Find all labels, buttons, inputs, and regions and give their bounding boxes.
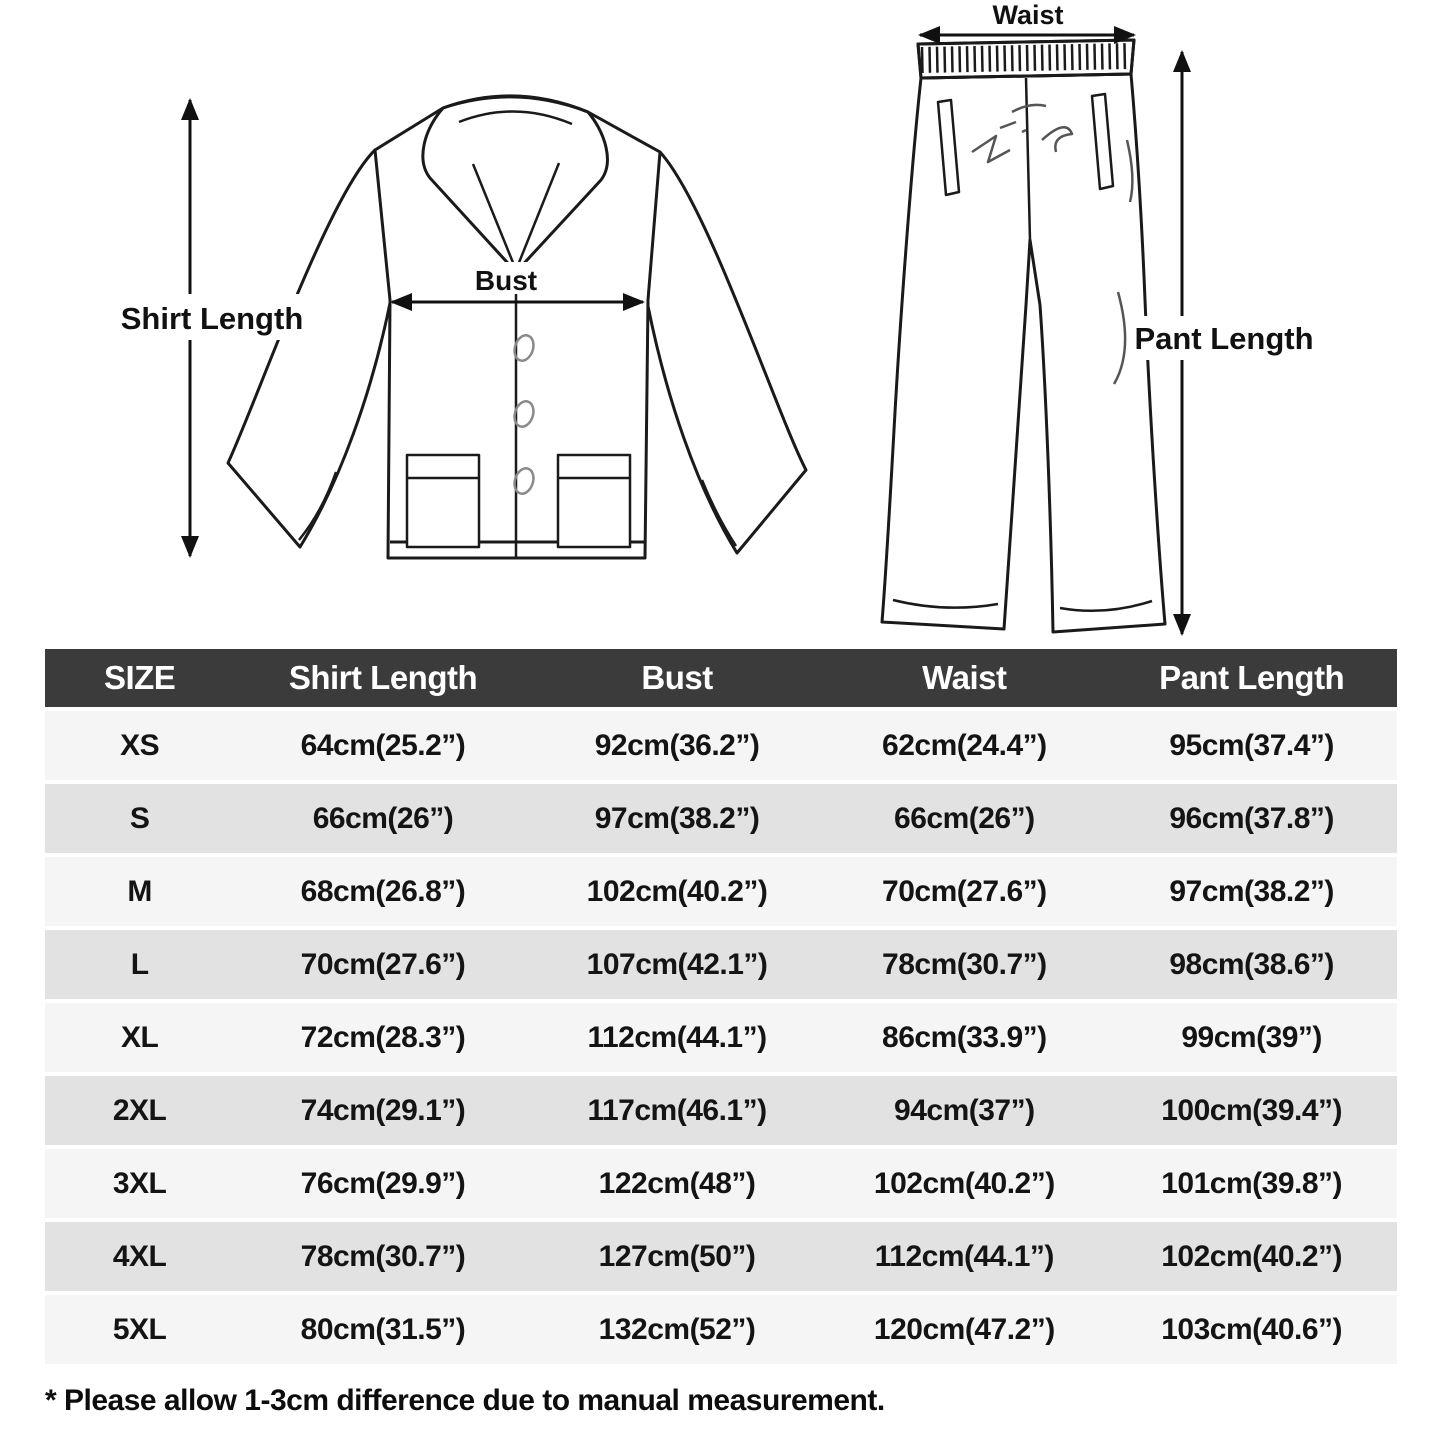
measurement-cell: 102cm(40.2”) — [1106, 1222, 1397, 1291]
measurement-cell: 70cm(27.6”) — [234, 930, 531, 999]
measurement-cell: 102cm(40.2”) — [822, 1149, 1106, 1218]
table-row — [45, 1222, 1397, 1291]
size-cell: XL — [45, 1003, 234, 1072]
size-cell: M — [45, 857, 234, 926]
measurement-cell: 78cm(30.7”) — [822, 930, 1106, 999]
table-row — [45, 711, 1397, 780]
measurement-cell: 96cm(37.8”) — [1106, 784, 1397, 853]
size-cell: XS — [45, 711, 234, 780]
measurement-cell: 97cm(38.2”) — [1106, 857, 1397, 926]
header-size: SIZE — [45, 649, 234, 707]
size-cell: 3XL — [45, 1149, 234, 1218]
size-chart — [0, 645, 1445, 1368]
table-row — [45, 1003, 1397, 1072]
measurement-diagram — [0, 0, 1445, 645]
measurement-cell: 64cm(25.2”) — [234, 711, 531, 780]
measurement-cell: 98cm(38.6”) — [1106, 930, 1397, 999]
measurement-cell: 132cm(52”) — [532, 1295, 823, 1364]
size-cell: 5XL — [45, 1295, 234, 1364]
measurement-cell: 74cm(29.1”) — [234, 1076, 531, 1145]
measurement-cell: 70cm(27.6”) — [822, 857, 1106, 926]
header-waist: Waist — [822, 649, 1106, 707]
header-bust: Bust — [532, 649, 823, 707]
table-row — [45, 1149, 1397, 1218]
measurement-cell: 62cm(24.4”) — [822, 711, 1106, 780]
size-cell: 4XL — [45, 1222, 234, 1291]
shirt-length-label: Shirt Length — [120, 301, 304, 336]
pant-length-label: Pant Length — [1134, 321, 1314, 356]
bust-label: Bust — [474, 265, 538, 296]
table-row — [45, 1076, 1397, 1145]
header-row — [45, 649, 1397, 707]
measurement-cell: 127cm(50”) — [532, 1222, 823, 1291]
measurement-cell: 86cm(33.9”) — [822, 1003, 1106, 1072]
measurement-cell: 95cm(37.4”) — [1106, 711, 1397, 780]
measurement-cell: 103cm(40.6”) — [1106, 1295, 1397, 1364]
measurement-cell: 120cm(47.2”) — [822, 1295, 1106, 1364]
measurement-cell: 94cm(37”) — [822, 1076, 1106, 1145]
waist-label: Waist — [992, 0, 1064, 30]
size-table-body — [45, 711, 1397, 1364]
measurement-cell: 99cm(39”) — [1106, 1003, 1397, 1072]
measurement-cell: 68cm(26.8”) — [234, 857, 531, 926]
measurement-cell: 76cm(29.9”) — [234, 1149, 531, 1218]
measurement-cell: 66cm(26”) — [822, 784, 1106, 853]
measurement-cell: 112cm(44.1”) — [532, 1003, 823, 1072]
pant-length-arrow — [1134, 52, 1314, 634]
header-shirt-length: Shirt Length — [234, 649, 531, 707]
measurement-cell: 117cm(46.1”) — [532, 1076, 823, 1145]
waist-arrow — [920, 0, 1134, 35]
table-row — [45, 1295, 1397, 1364]
measurement-cell: 92cm(36.2”) — [532, 711, 823, 780]
measurement-note: * Please allow 1-3cm difference due to manual measurement. — [45, 1384, 885, 1417]
measurement-cell: 66cm(26”) — [234, 784, 531, 853]
measurement-cell: 122cm(48”) — [532, 1149, 823, 1218]
measurement-cell: 72cm(28.3”) — [234, 1003, 531, 1072]
header-pant-length: Pant Length — [1106, 649, 1397, 707]
size-cell: 2XL — [45, 1076, 234, 1145]
measurement-cell: 97cm(38.2”) — [532, 784, 823, 853]
table-row — [45, 930, 1397, 999]
measurement-cell: 78cm(30.7”) — [234, 1222, 531, 1291]
measurement-cell: 107cm(42.1”) — [532, 930, 823, 999]
measurement-cell: 80cm(31.5”) — [234, 1295, 531, 1364]
table-row — [45, 857, 1397, 926]
size-table — [45, 645, 1397, 1368]
measurement-cell: 102cm(40.2”) — [532, 857, 823, 926]
table-row — [45, 784, 1397, 853]
measurement-cell: 100cm(39.4”) — [1106, 1076, 1397, 1145]
measurement-cell: 112cm(44.1”) — [822, 1222, 1106, 1291]
measurement-cell: 101cm(39.8”) — [1106, 1149, 1397, 1218]
size-cell: S — [45, 784, 234, 853]
pants-drawing — [882, 40, 1165, 632]
size-cell: L — [45, 930, 234, 999]
